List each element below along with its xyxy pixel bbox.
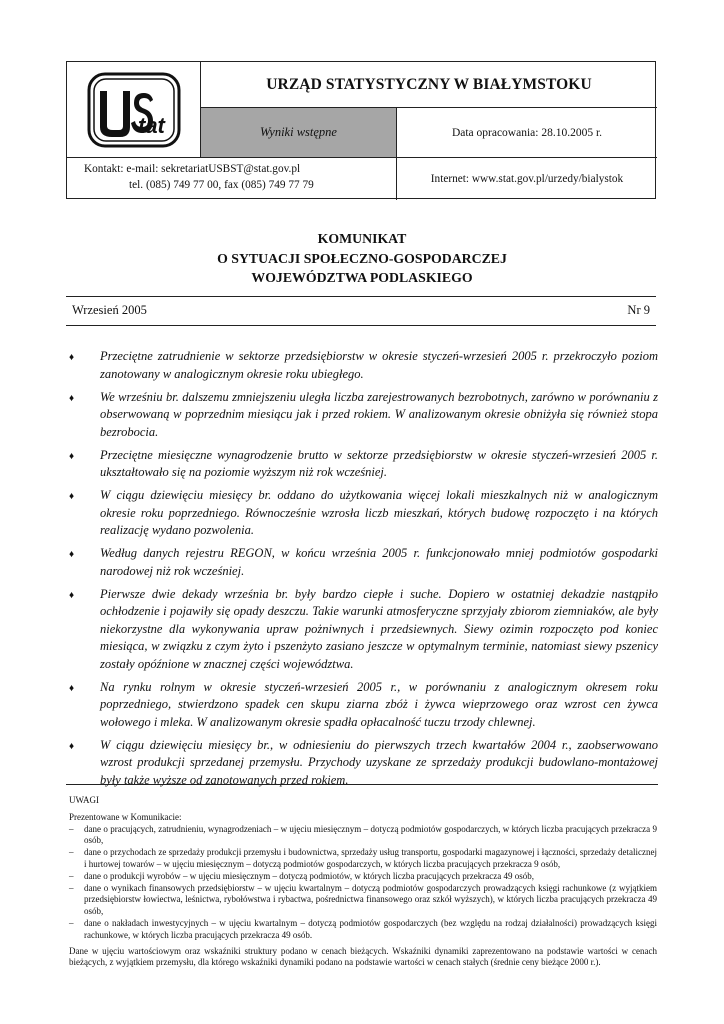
preliminary-label: Wyniki wstępne (201, 108, 397, 158)
diamond-bullet-icon: ♦ (69, 392, 75, 404)
dash-bullet: – (69, 870, 74, 881)
notes-section (69, 795, 657, 969)
list-item (66, 487, 658, 540)
note-text: dane o przychodach ze sprzedaży produkcji przemysłu i budownictwa, sprzedaży usług transportu, gospodarki magazynowej i łączności, sprzedaży detalicznej i hurtowej towarów – w ujęciu miesięcznym – dotyczą podmiotów gospodarczych, w których liczba pracujących przekracza 9 osób, (84, 847, 657, 869)
list-item (66, 447, 658, 482)
diamond-bullet-icon: ♦ (69, 589, 75, 601)
diamond-bullet-icon: ♦ (69, 549, 75, 560)
list-item-text: Na rynku rolnym w okresie styczeń-wrzesień 2005 r., w porównaniu z analogicznym okresem roku poprzedniego, stwierdzono spadek cen skupu ziarna zbóż i żywca wieprzowego oraz wzrost cen żywca wołowego i mleka. W analizowanym okresie spadła opłacalność tuczu trzody chlewnej. (100, 679, 658, 729)
period-month: Wrzesień 2005 (72, 303, 147, 317)
list-item (66, 389, 658, 442)
highlights-list (66, 348, 658, 795)
list-item-text: W ciągu dziewięciu miesięcy br., w odniesieniu do pierwszych trzech kwartałów 2004 r., zaobserwowano wzrost produkcji sprzedanej przemysłu. Przychody uzyskane ze sprzedaży produkcji budowlano-montażowej były także wyższe od zanotowanych przed rokiem. (100, 737, 658, 787)
contact-info (67, 158, 397, 200)
list-item-text: Przeciętne miesięczne wynagrodzenie brutto w sektorze przedsiębiorstw w okresie styczeń-wrzesień 2005 r. ukształtowało się na poziomie wyższym niż rok wcześniej. (100, 447, 658, 479)
note-text: dane o pracujących, zatrudnieniu, wynagrodzeniach – w ujęciu miesięcznym – dotyczą podmiotów gospodarczych, w których liczba pracujących przekracza 9 osób, (84, 823, 657, 846)
list-item-text: We wrześniu br. dalszemu zmniejszeniu uległa liczba zarejestrowanych bezrobotnych, zarówno w porównaniu z obserwowaną w poprzednim miesiącu jak i przed rokiem. W analizowanym okresie obniżyła się również stopa bezrobocia. (100, 389, 658, 439)
list-item (66, 348, 658, 383)
note-item (69, 883, 657, 918)
logo-cell (67, 62, 201, 158)
dash-bullet: – (69, 917, 74, 928)
list-item (66, 679, 658, 732)
dash-bullet: – (69, 882, 74, 893)
issue-number: Nr 9 (627, 303, 650, 317)
note-text: dane o wynikach finansowych przedsiębiorstw – w ujęciu kwartalnym – dotyczą podmiotów gospodarczych prowadzących księgi rachunkowe (z wyjątkiem przedsiębiorstw łowiectwa, leśnictwa, rybołówstwa i rybactwa, pośrednictwa finansowego oraz szkół wyższych), w których liczba pracujących przekracza 49 osób, (84, 882, 657, 917)
preparation-date: Data opracowania: 28.10.2005 r. (397, 108, 657, 158)
contact-phone: tel. (085) 749 77 00, fax (085) 749 77 79 (129, 178, 314, 191)
header-box (66, 61, 656, 199)
office-name: URZĄD STATYSTYCZNY W BIAŁYMSTOKU (201, 62, 657, 108)
title-line-3: WOJEWÓDZTWA PODLASKIEGO (251, 270, 473, 285)
note-item (69, 847, 657, 871)
ustat-logo (86, 71, 182, 149)
list-item-text: W ciągu dziewięciu miesięcy br. oddano do użytkowania więcej lokali mieszkalnych niż w analogicznym okresie roku poprzedniego. Równocześnie wzrosła liczb mieszkań, których budowę rozpoczęto i na których realizację wydano pozwolenia. (100, 488, 658, 537)
diamond-bullet-icon: ♦ (69, 682, 75, 694)
dash-bullet: – (69, 823, 74, 834)
note-text: dane o produkcji wyrobów – w ujęciu miesięcznym – dotyczą podmiotów, w których liczba pracujących przekracza 49 osób, (84, 870, 535, 881)
diamond-bullet-icon: ♦ (69, 352, 75, 363)
internet-address: Internet: www.stat.gov.pl/urzedy/bialystok (430, 173, 624, 185)
list-item-text: Według danych rejestru REGON, w końcu września 2005 r. funkcjonowało mniej podmiotów gospodarki narodowej niż rok wcześniej. (100, 546, 658, 578)
notes-intro: Prezentowane w Komunikacie: (69, 811, 182, 822)
notes-final-paragraph: Dane w ujęciu wartościowym oraz wskaźniki struktury podano w cenach bieżących. Wskaźniki dynamiki zaprezentowano na podstawie wartości w cenach bieżących, z wyjątkiem przemysłu, dla którego wskaźniki dynamiki podano na podstawie wartości w cenach stałych (średnie ceny bieżące 2000 r.). (69, 945, 657, 968)
note-item (69, 871, 657, 883)
title-line-2: O SYTUACJI SPOŁECZNO-GOSPODARCZEJ (217, 250, 507, 266)
diamond-bullet-icon: ♦ (69, 740, 75, 752)
list-item-text: Pierwsze dwie dekady września br. były bardzo ciepłe i suche. Dopiero w ostatniej dekadzie nastąpiło ochłodzenie i pojawiły się opady deszczu. Takie warunki atmosferyczne sprzyjały zbiorom ziemniaków, ale były niekorzystne dla wykonywania upraw pożniwnych i przedsiewnych. Siewy ozimin rozpoczęto pod koniec miesiąca, w związku z czym żyto i pszenżyto zasiano jeszcze w optymalnym terminie, natomiast siewy pszenicy zostały opóźnione w znacznej części województwa. (100, 586, 658, 671)
note-item (69, 918, 657, 942)
diamond-bullet-icon: ♦ (69, 450, 75, 462)
note-text: dane o nakładach inwestycyjnych – w ujęciu kwartalnym – dotyczą podmiotów gospodarczych (bez względu na rodzaj działalności) prowadzących księgi rachunkowe, w których liczba pracujących przekracza 49 osób. (84, 917, 657, 940)
divider (66, 784, 658, 785)
note-item (69, 824, 657, 848)
title-line-1: KOMUNIKAT (317, 231, 407, 246)
list-item (66, 545, 658, 580)
period-row (66, 296, 656, 326)
communique-title (0, 229, 724, 288)
list-item (66, 737, 658, 790)
notes-heading: UWAGI (69, 795, 99, 805)
list-item (66, 586, 658, 674)
list-item-text: Przeciętne zatrudnienie w sektorze przedsiębiorstw w okresie styczeń-wrzesień 2005 r. przekroczyło poziom zanotowany w analogicznym okresie roku ubiegłego. (100, 349, 658, 381)
dash-bullet: – (69, 847, 74, 858)
contact-email: Kontakt: e-mail: sekretariatUSBST@stat.gov.pl (84, 163, 301, 175)
svg-text:tat: tat (138, 113, 165, 138)
diamond-bullet-icon: ♦ (69, 491, 75, 502)
